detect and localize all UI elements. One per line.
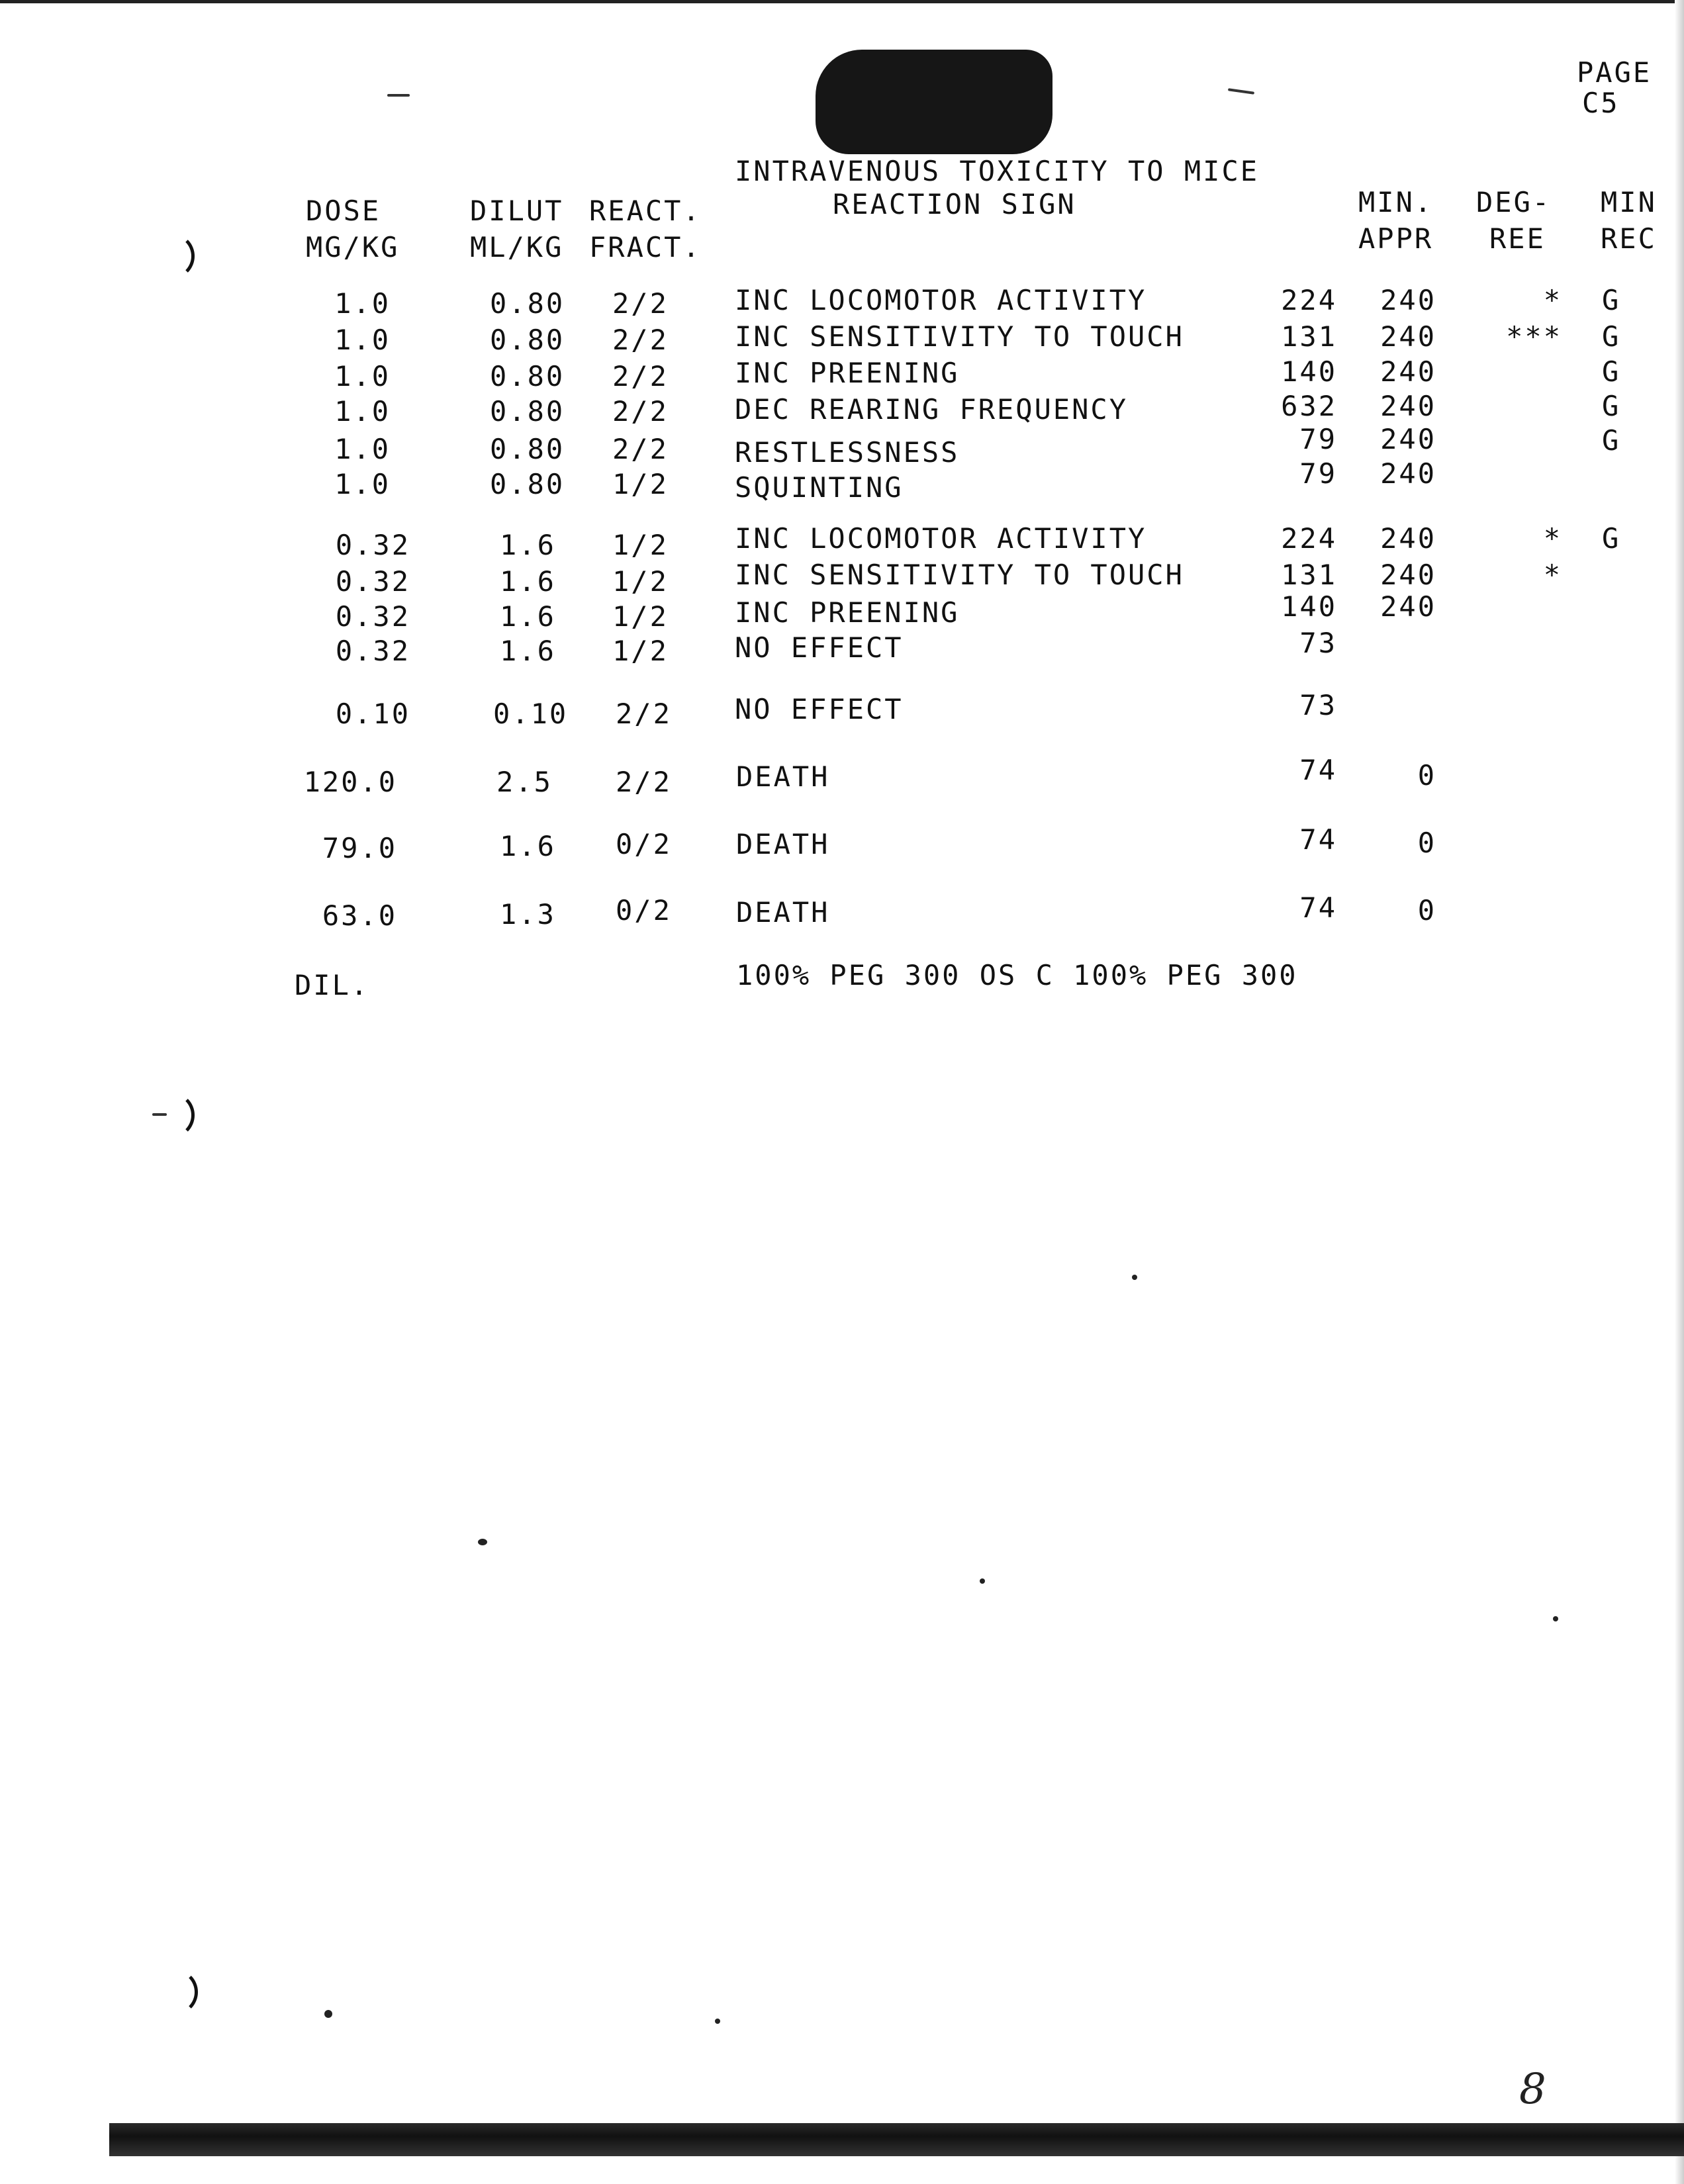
- header-rec: REC: [1601, 222, 1657, 255]
- cell-dose: 1.0: [334, 395, 391, 428]
- document-title: INTRAVENOUS TOXICITY TO MICE: [735, 155, 1260, 187]
- punch-hole-mark: [162, 1092, 195, 1138]
- cell-dose: 1.0: [334, 468, 391, 500]
- cell-min-onset: 140: [1281, 355, 1337, 388]
- cell-sign: INC PREENING: [735, 357, 960, 389]
- cell-sign: NO EFFECT: [735, 693, 904, 725]
- cell-dose: 0.32: [335, 565, 410, 598]
- page-right-edge: [1675, 0, 1684, 2184]
- scan-speck: [478, 1539, 487, 1545]
- scan-dash: [152, 1113, 167, 1116]
- cell-min-onset: 79: [1299, 457, 1337, 490]
- redaction-mark: [816, 50, 1052, 154]
- cell-degree: *: [1543, 284, 1562, 316]
- cell-sign: INC LOCOMOTOR ACTIVITY: [735, 522, 1147, 555]
- scan-speck: [715, 2019, 720, 2024]
- cell-dose: 1.0: [334, 324, 391, 356]
- header-dose: DOSE: [306, 195, 381, 227]
- cell-min-onset: 131: [1281, 320, 1337, 353]
- cell-min-appr: 240: [1380, 457, 1436, 490]
- cell-dilut: 0.80: [490, 287, 565, 320]
- cell-react: 1/2: [612, 635, 669, 667]
- scan-speck: [980, 1578, 985, 1584]
- scan-dash: [387, 94, 410, 97]
- cell-degree: *: [1543, 559, 1562, 591]
- scan-speck: [1553, 1616, 1558, 1621]
- cell-react: 0/2: [616, 894, 672, 927]
- cell-dose: 0.32: [335, 635, 410, 667]
- header-dose-unit: MG/KG: [306, 231, 400, 263]
- punch-hole-mark: [165, 1969, 198, 2015]
- cell-dose: 79.0: [322, 832, 397, 864]
- cell-sign: DEATH: [736, 760, 830, 793]
- cell-dose: 1.0: [334, 287, 391, 320]
- cell-sign: NO EFFECT: [735, 631, 904, 664]
- cell-dose: 0.10: [335, 698, 410, 730]
- punch-hole-mark: [162, 233, 195, 279]
- cell-sign: DEATH: [736, 828, 830, 860]
- cell-min-appr: 240: [1380, 423, 1436, 455]
- cell-react: 2/2: [616, 766, 672, 798]
- cell-react: 1/2: [612, 565, 669, 598]
- bottom-scan-edge: [109, 2123, 1684, 2156]
- scan-speck: [1132, 1275, 1137, 1280]
- cell-min-appr: 0: [1417, 827, 1436, 859]
- cell-sign: INC LOCOMOTOR ACTIVITY: [735, 284, 1147, 316]
- page-number: C5: [1582, 87, 1620, 119]
- cell-dose: 120.0: [303, 766, 397, 798]
- cell-min-onset: 74: [1299, 891, 1337, 924]
- cell-degree: ***: [1506, 320, 1562, 353]
- header-appr: APPR: [1358, 222, 1434, 255]
- cell-min-onset: 140: [1281, 590, 1337, 623]
- cell-min-onset: 131: [1281, 559, 1337, 591]
- cell-min-appr: 240: [1380, 320, 1436, 353]
- header-react: REACT.: [589, 195, 702, 227]
- header-min: MIN.: [1358, 186, 1434, 218]
- footer-diluent: 100% PEG 300 OS C 100% PEG 300: [736, 959, 1298, 991]
- scan-dash: [1228, 88, 1254, 95]
- cell-min-appr: 240: [1380, 559, 1436, 591]
- cell-dose: 0.32: [335, 529, 410, 561]
- cell-dilut: 1.6: [500, 635, 556, 667]
- cell-min-onset: 632: [1281, 390, 1337, 422]
- cell-rec: G: [1602, 355, 1621, 388]
- cell-dilut: 0.80: [490, 324, 565, 356]
- cell-min-onset: 74: [1299, 754, 1337, 786]
- footer-label: DIL.: [295, 969, 370, 1001]
- cell-min-onset: 224: [1281, 284, 1337, 316]
- cell-dilut: 1.6: [500, 600, 556, 633]
- cell-dose: 1.0: [334, 360, 391, 392]
- cell-dilut: 0.80: [490, 360, 565, 392]
- cell-sign: DEATH: [736, 896, 830, 929]
- cell-sign: SQUINTING: [735, 471, 904, 504]
- page-label: PAGE: [1577, 56, 1652, 89]
- cell-dilut: 1.6: [500, 565, 556, 598]
- cell-sign: RESTLESSNESS: [735, 436, 960, 469]
- header-fract: FRACT.: [589, 231, 702, 263]
- header-min-rec: MIN: [1601, 186, 1657, 218]
- cell-react: 1/2: [612, 468, 669, 500]
- cell-react: 1/2: [612, 529, 669, 561]
- cell-react: 2/2: [612, 433, 669, 465]
- cell-react: 2/2: [612, 324, 669, 356]
- scan-speck: [324, 2010, 332, 2018]
- cell-min-onset: 224: [1281, 522, 1337, 555]
- cell-dilut: 1.6: [500, 830, 556, 862]
- cell-dilut: 0.80: [490, 395, 565, 428]
- cell-dilut: 2.5: [496, 766, 553, 798]
- cell-min-onset: 79: [1299, 423, 1337, 455]
- cell-rec: G: [1602, 424, 1621, 457]
- cell-degree: *: [1543, 522, 1562, 555]
- cell-react: 0/2: [616, 828, 672, 860]
- cell-min-appr: 240: [1380, 390, 1436, 422]
- cell-min-onset: 73: [1299, 627, 1337, 659]
- cell-rec: G: [1602, 522, 1621, 555]
- cell-dose: 0.32: [335, 600, 410, 633]
- cell-min-appr: 240: [1380, 522, 1436, 555]
- cell-min-onset: 74: [1299, 823, 1337, 856]
- cell-min-appr: 240: [1380, 355, 1436, 388]
- cell-react: 2/2: [612, 395, 669, 428]
- cell-min-appr: 0: [1417, 759, 1436, 792]
- cell-min-appr: 240: [1380, 284, 1436, 316]
- cell-dilut: 1.3: [500, 898, 556, 931]
- cell-rec: G: [1602, 320, 1621, 353]
- cell-dose: 63.0: [322, 899, 397, 932]
- header-dilut-unit: ML/KG: [470, 231, 564, 263]
- cell-dilut: 0.80: [490, 468, 565, 500]
- cell-min-onset: 73: [1299, 689, 1337, 721]
- cell-dilut: 0.80: [490, 433, 565, 465]
- header-ree: REE: [1489, 222, 1546, 255]
- cell-react: 2/2: [612, 360, 669, 392]
- cell-sign: INC SENSITIVITY TO TOUCH: [735, 320, 1184, 353]
- cell-react: 2/2: [612, 287, 669, 320]
- cell-react: 1/2: [612, 600, 669, 633]
- cell-min-appr: 0: [1417, 894, 1436, 927]
- cell-sign: INC PREENING: [735, 596, 960, 629]
- top-edge-line: [0, 0, 1684, 3]
- header-reaction-sign: REACTION SIGN: [833, 188, 1076, 220]
- cell-dilut: 1.6: [500, 529, 556, 561]
- header-deg: DEG-: [1476, 186, 1552, 218]
- cell-rec: G: [1602, 390, 1621, 422]
- cell-dose: 1.0: [334, 433, 391, 465]
- cell-sign: DEC REARING FREQUENCY: [735, 393, 1129, 426]
- cell-sign: INC SENSITIVITY TO TOUCH: [735, 559, 1184, 591]
- cell-min-appr: 240: [1380, 590, 1436, 623]
- handwritten-page-number: 8: [1519, 2065, 1546, 2114]
- cell-rec: G: [1602, 284, 1621, 316]
- cell-react: 2/2: [616, 698, 672, 730]
- header-dilut: DILUT: [470, 195, 564, 227]
- cell-dilut: 0.10: [493, 698, 569, 730]
